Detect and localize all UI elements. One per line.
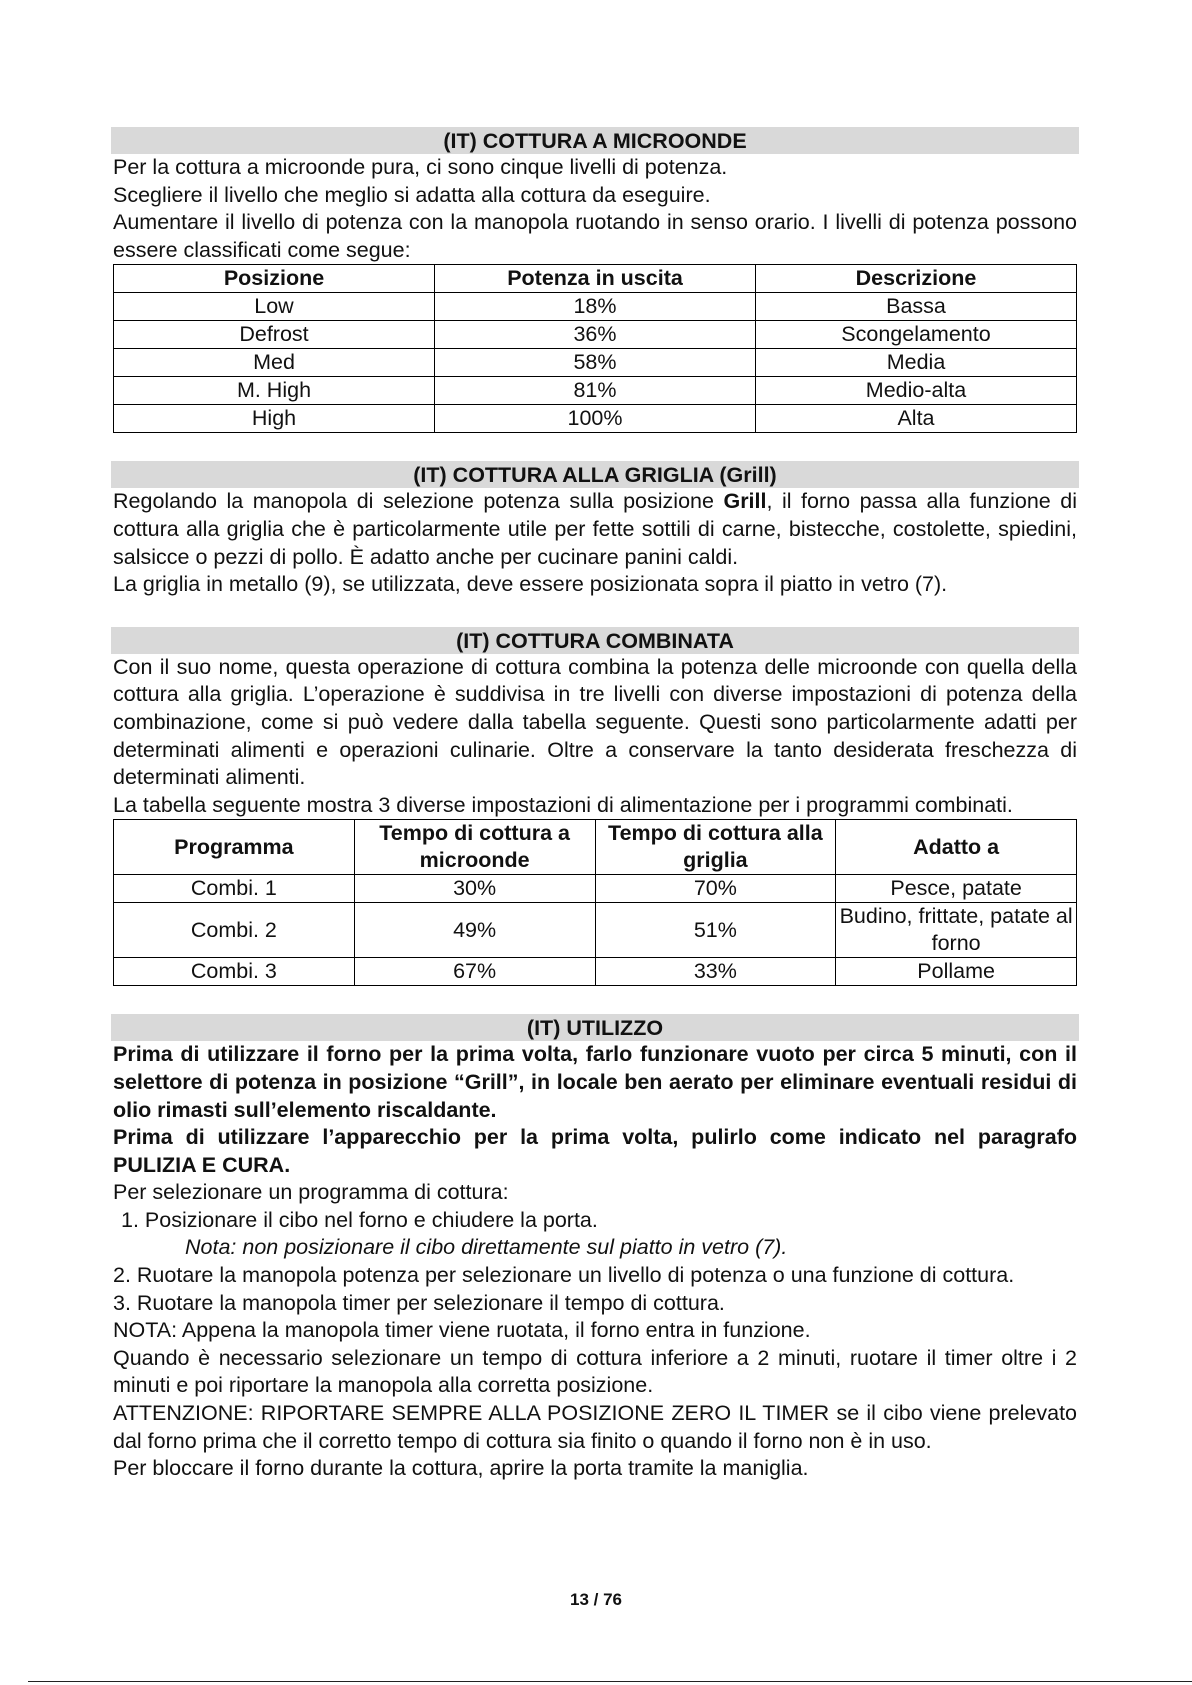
table-cell: Scongelamento	[756, 321, 1077, 349]
table-row	[114, 321, 1077, 349]
usage-heading: (IT) UTILIZZO	[111, 1014, 1079, 1041]
table-cell: 58%	[435, 349, 756, 377]
column-header: Programma	[114, 820, 355, 875]
table-row	[114, 293, 1077, 321]
table-cell: 30%	[354, 875, 595, 903]
page-number: 13 / 76	[570, 1590, 622, 1609]
usage-timer-paragraph: Quando è necessario selezionare un tempo di cottura inferiore a 2 minuti, ruotare il timer oltre i 2 minuti e poi riportare la manopola alla corretta posizione.	[113, 1345, 1077, 1398]
table-cell: Media	[756, 349, 1077, 377]
usage-lock-paragraph: Per bloccare il forno durante la cottura, aprire la porta tramite la maniglia.	[113, 1456, 809, 1481]
document-page	[113, 127, 1077, 1483]
usage-nota: NOTA: Appena la manopola timer viene ruotata, il forno entra in funzione.	[113, 1318, 811, 1343]
usage-warning-2: Prima di utilizzare l’apparecchio per la prima volta, pulirlo come indicato nel paragrafo PULIZIA E CURA.	[113, 1125, 1077, 1177]
table-cell: Combi. 2	[114, 903, 355, 958]
column-header: Adatto a	[836, 820, 1077, 875]
column-header: Tempo di cottura alla griglia	[595, 820, 836, 875]
table-cell: 70%	[595, 875, 836, 903]
table-cell: 33%	[595, 958, 836, 986]
table-cell: 18%	[435, 293, 756, 321]
grill-paragraph-2: La griglia in metallo (9), se utilizzata, deve essere posizionata sopra il piatto in vetro (7).	[113, 572, 948, 597]
usage-step-3: 3. Ruotare la manopola timer per selezionare il tempo di cottura.	[113, 1290, 725, 1315]
table-cell: M. High	[114, 377, 435, 405]
usage-intro: Per selezionare un programma di cottura:	[113, 1180, 509, 1205]
table-row	[114, 903, 1077, 958]
table-cell: Alta	[756, 405, 1077, 433]
table-cell: Medio-alta	[756, 377, 1077, 405]
combi-programs-table	[113, 819, 1077, 986]
combi-heading: (IT) COTTURA COMBINATA	[111, 627, 1079, 654]
grill-keyword: Grill	[723, 489, 767, 514]
table-cell: High	[114, 405, 435, 433]
grill-heading: (IT) COTTURA ALLA GRIGLIA (Grill)	[111, 461, 1079, 488]
spacer	[113, 433, 1077, 461]
usage-step-1: 1. Posizionare il cibo nel forno e chiudere la porta.	[121, 1207, 598, 1232]
table-cell: 49%	[354, 903, 595, 958]
table-row	[114, 405, 1077, 433]
table-cell: Pollame	[836, 958, 1077, 986]
table-cell: 51%	[595, 903, 836, 958]
spacer	[113, 599, 1077, 627]
grill-text: , il forno passa alla funzione di cottura alla griglia che è particolarmente utile per fette sottili di carne, bistecche, costolette, spiedini, salsicce o pezzi di pollo. È adatto anche per cucinare panini caldi.	[113, 489, 1077, 569]
table-cell: Med	[114, 349, 435, 377]
table-row	[114, 349, 1077, 377]
table-cell: Combi. 3	[114, 958, 355, 986]
table-cell: 36%	[435, 321, 756, 349]
table-row	[114, 875, 1077, 903]
column-header: Tempo di cottura a microonde	[354, 820, 595, 875]
microwave-heading: (IT) COTTURA A MICROONDE	[111, 127, 1079, 154]
table-cell: Bassa	[756, 293, 1077, 321]
spacer	[113, 986, 1077, 1014]
table-cell: Pesce, patate	[836, 875, 1077, 903]
table-cell: Budino, frittate, patate al forno	[836, 903, 1077, 958]
usage-step-1-note: Nota: non posizionare il cibo direttamente sul piatto in vetro (7).	[185, 1235, 788, 1260]
grill-text: Regolando la manopola di selezione potenza sulla posizione	[113, 489, 724, 514]
microwave-paragraph-3: Aumentare il livello di potenza con la manopola ruotando in senso orario. I livelli di potenza possono essere classificati come segue:	[113, 210, 1077, 262]
table-row	[114, 377, 1077, 405]
power-levels-table	[113, 264, 1077, 433]
table-row	[114, 958, 1077, 986]
usage-step-2: 2. Ruotare la manopola potenza per selezionare un livello di potenza o una funzione di cottura.	[113, 1263, 1015, 1288]
microwave-paragraph-2: Scegliere il livello che meglio si adatta alla cottura da eseguire.	[113, 182, 711, 207]
table-header-row	[114, 820, 1077, 875]
column-header: Posizione	[114, 265, 435, 293]
table-cell: Combi. 1	[114, 875, 355, 903]
column-header: Descrizione	[756, 265, 1077, 293]
usage-attention: ATTENZIONE: RIPORTARE SEMPRE ALLA POSIZIONE ZERO IL TIMER se il cibo viene prelevato dal forno prima che il corretto tempo di cottura sia finito o quando il forno non è in uso.	[113, 1401, 1077, 1453]
page-bottom-rule	[28, 1681, 1192, 1682]
grill-paragraph-1	[113, 488, 1077, 571]
table-cell: 100%	[435, 405, 756, 433]
combi-paragraph-1: Con il suo nome, questa operazione di cottura combina la potenza delle microonde con quella della cottura alla griglia. L’operazione è suddivisa in tre livelli con diverse impostazioni di potenza della combinazione, come si può vedere dalla tabella seguente. Questi sono particolarmente adatti per determinati alimenti e operazioni culinarie. Oltre a conservare la tanto desiderata freschezza di determinati alimenti.	[113, 654, 1077, 790]
combi-paragraph-2: La tabella seguente mostra 3 diverse impostazioni di alimentazione per i programmi combinati.	[113, 792, 1013, 817]
table-cell: Low	[114, 293, 435, 321]
table-cell: 81%	[435, 377, 756, 405]
usage-warning-1: Prima di utilizzare il forno per la prima volta, farlo funzionare vuoto per circa 5 minuti, con il selettore di potenza in posizione “Grill”, in locale ben aerato per eliminare eventuali residui di olio rimasti sull’elemento riscaldante.	[113, 1042, 1077, 1122]
table-header-row	[114, 265, 1077, 293]
microwave-paragraph-1: Per la cottura a microonde pura, ci sono cinque livelli di potenza.	[113, 155, 728, 179]
table-cell: 67%	[354, 958, 595, 986]
column-header: Potenza in uscita	[435, 265, 756, 293]
table-cell: Defrost	[114, 321, 435, 349]
